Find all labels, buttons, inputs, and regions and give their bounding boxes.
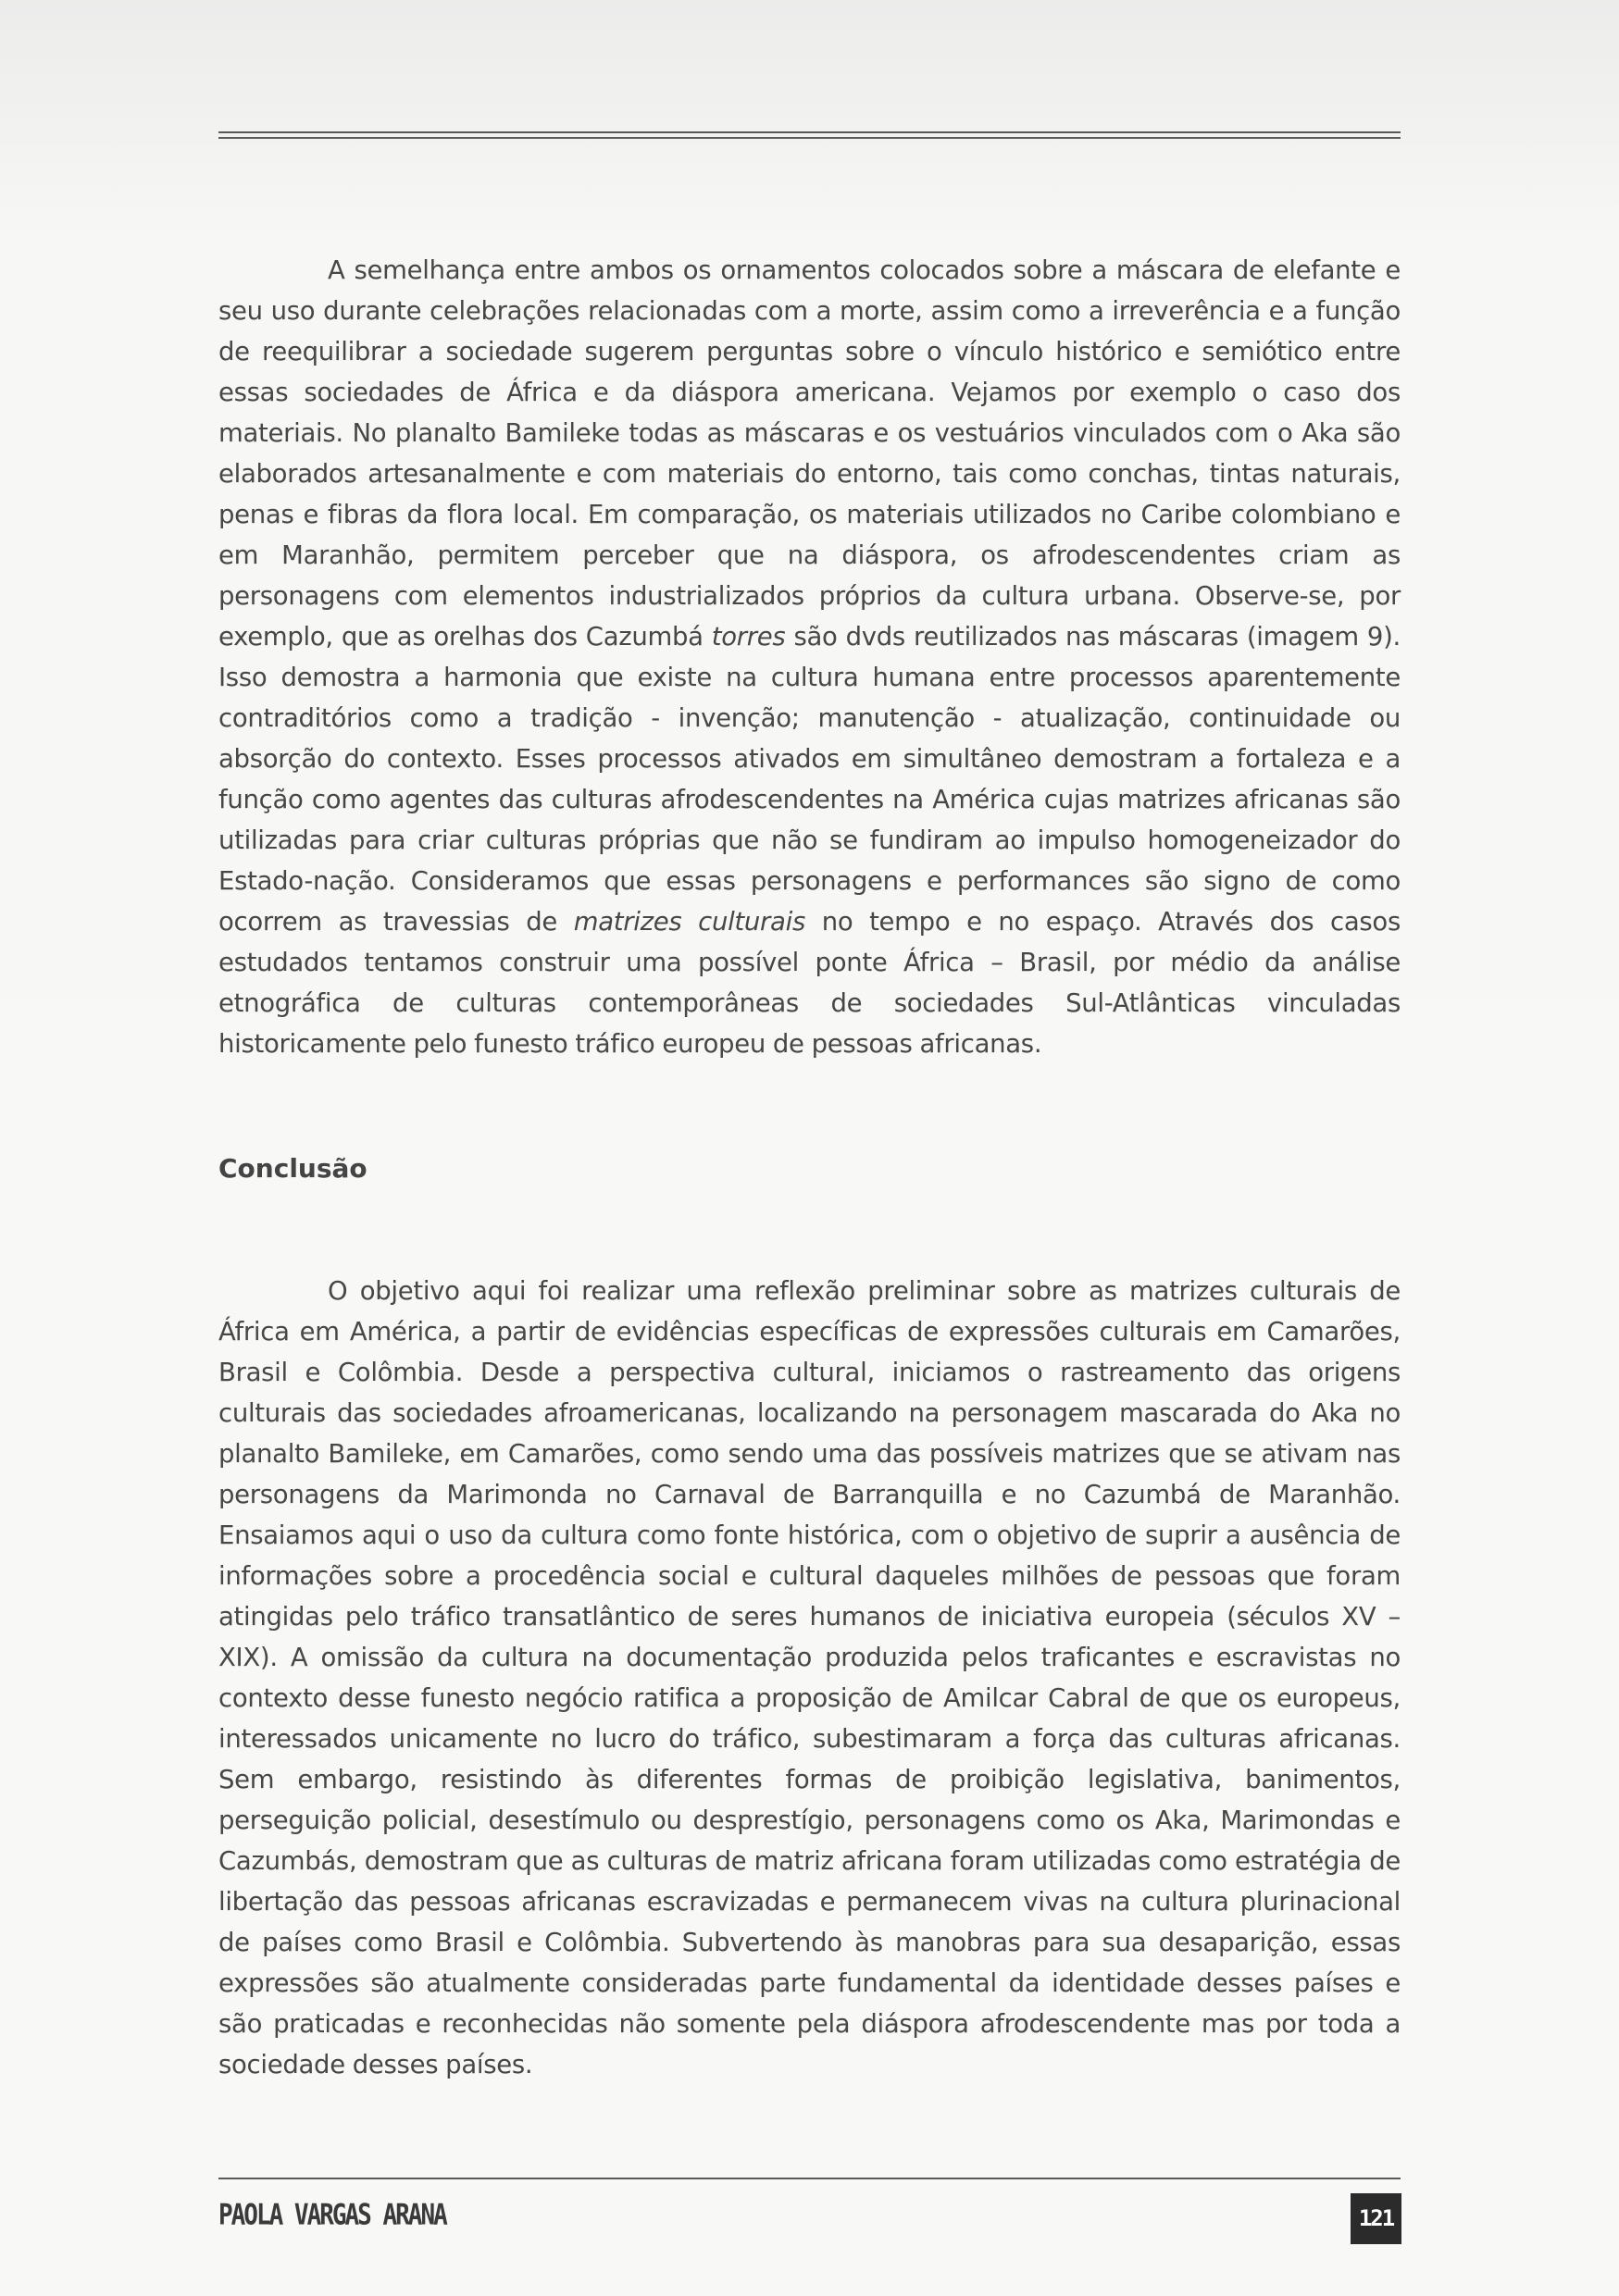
footer-author: PAOLA VARGAS ARANA — [218, 2199, 446, 2232]
paragraph-1 — [218, 250, 1401, 1064]
footer-rule — [218, 2178, 1401, 2179]
paragraph-2: O objetivo aqui foi realizar uma reflexão preliminar sobre as matrizes culturais de África em América, a partir de evidências específicas de expressões culturais em Camarões, Brasil e Colômbia. Desde a perspectiva cultural, iniciamos o rastreamento das origens culturais das sociedades afroamericanas, localizando na personagem mascarada do Aka no planalto Bamileke, em Camarões, como sendo uma das possíveis matrizes que se ativam nas personagens da Marimonda no Carnaval de Barranquilla e no Cazumbá de Maranhão. Ensaiamos aqui o uso da cultura como fonte histórica, com o objetivo de suprir a ausência de informações sobre a procedência social e cultural daqueles milhões de pessoas que foram atingidas pelo tráfico transatlântico de seres humanos de iniciativa europeia (séculos XV – XIX). A omissão da cultura na documentação produzida pelos traficantes e escravistas no contexto desse funesto negócio ratifica a proposição de Amilcar Cabral de que os europeus, interessados unicamente no lucro do tráfico, subestimaram a força das culturas africanas. Sem embargo, resistindo às diferentes formas de proibição legislativa, banimentos, perseguição policial, desestímulo ou desprestígio, personagens como os Aka, Marimondas e Cazumbás, demostram que as culturas de matriz africana foram utilizadas como estratégia de libertação das pessoas africanas escravizadas e permanecem vivas na cultura plurinacional de países como Brasil e Colômbia. Subvertendo às manobras para sua desaparição, essas expressões são atualmente consideradas parte fundamental da identidade desses países e são praticadas e reconhecidas não somente pela diáspora afrodescendente mas por toda a sociedade desses países. — [218, 1276, 1401, 2079]
section-heading: Conclusão — [218, 1153, 367, 1184]
paragraph-1-part-2: são dvds reutilizados nas máscaras (imagem 9). Isso demostra a harmonia que existe na cultura humana entre processos aparentemente contraditórios como a tradição - invenção; manutenção - atualização, continuidade ou absorção do contexto. Esses processos ativados em simultâneo demostram a fortaleza e a função como agentes das culturas afrodescendentes na América cujas matrizes africanas são utilizadas para criar culturas próprias que não se fundiram ao impulso homogeneizador do Estado-nação. Consideramos que essas personagens e performances são signo de como ocorrem as travessias de — [218, 622, 1401, 937]
paragraph-1-italic-2: matrizes culturais — [573, 907, 805, 937]
paragraph-1-part-1: A semelhança entre ambos os ornamentos colocados sobre a máscara de elefante e seu uso durante celebrações relacionadas com a morte, assim como a irreverência e a função de reequilibrar a sociedade sugerem perguntas sobre o vínculo histórico e semiótico entre essas sociedades de África e da diáspora americana. Vejamos por exemplo o caso dos materiais. No planalto Bamileke todas as máscaras e os vestuários vinculados com o Aka são elaborados artesanalmente e com materiais do entorno, tais como conchas, tintas naturais, penas e fibras da flora local. Em comparação, os materiais utilizados no Caribe colombiano e em Maranhão, permitem perceber que na diáspora, os afrodescendentes criam as personagens com elementos industrializados próprios da cultura urbana. Observe-se, por exemplo, que as orelhas dos Cazumbá — [218, 255, 1401, 652]
page-number: 121 — [1351, 2193, 1401, 2244]
header-double-rule — [218, 131, 1401, 139]
paragraph-1-part-3: no tempo e no espaço. Através dos casos estudados tentamos construir uma possível ponte África – Brasil, por médio da análise etnográfica de culturas contemporâneas de sociedades Sul-Atlânticas vinculadas historicamente pelo funesto tráfico europeu de pessoas africanas. — [218, 907, 1401, 1059]
body-text — [218, 250, 1401, 2085]
paragraph-1-italic-1: torres — [711, 622, 786, 652]
